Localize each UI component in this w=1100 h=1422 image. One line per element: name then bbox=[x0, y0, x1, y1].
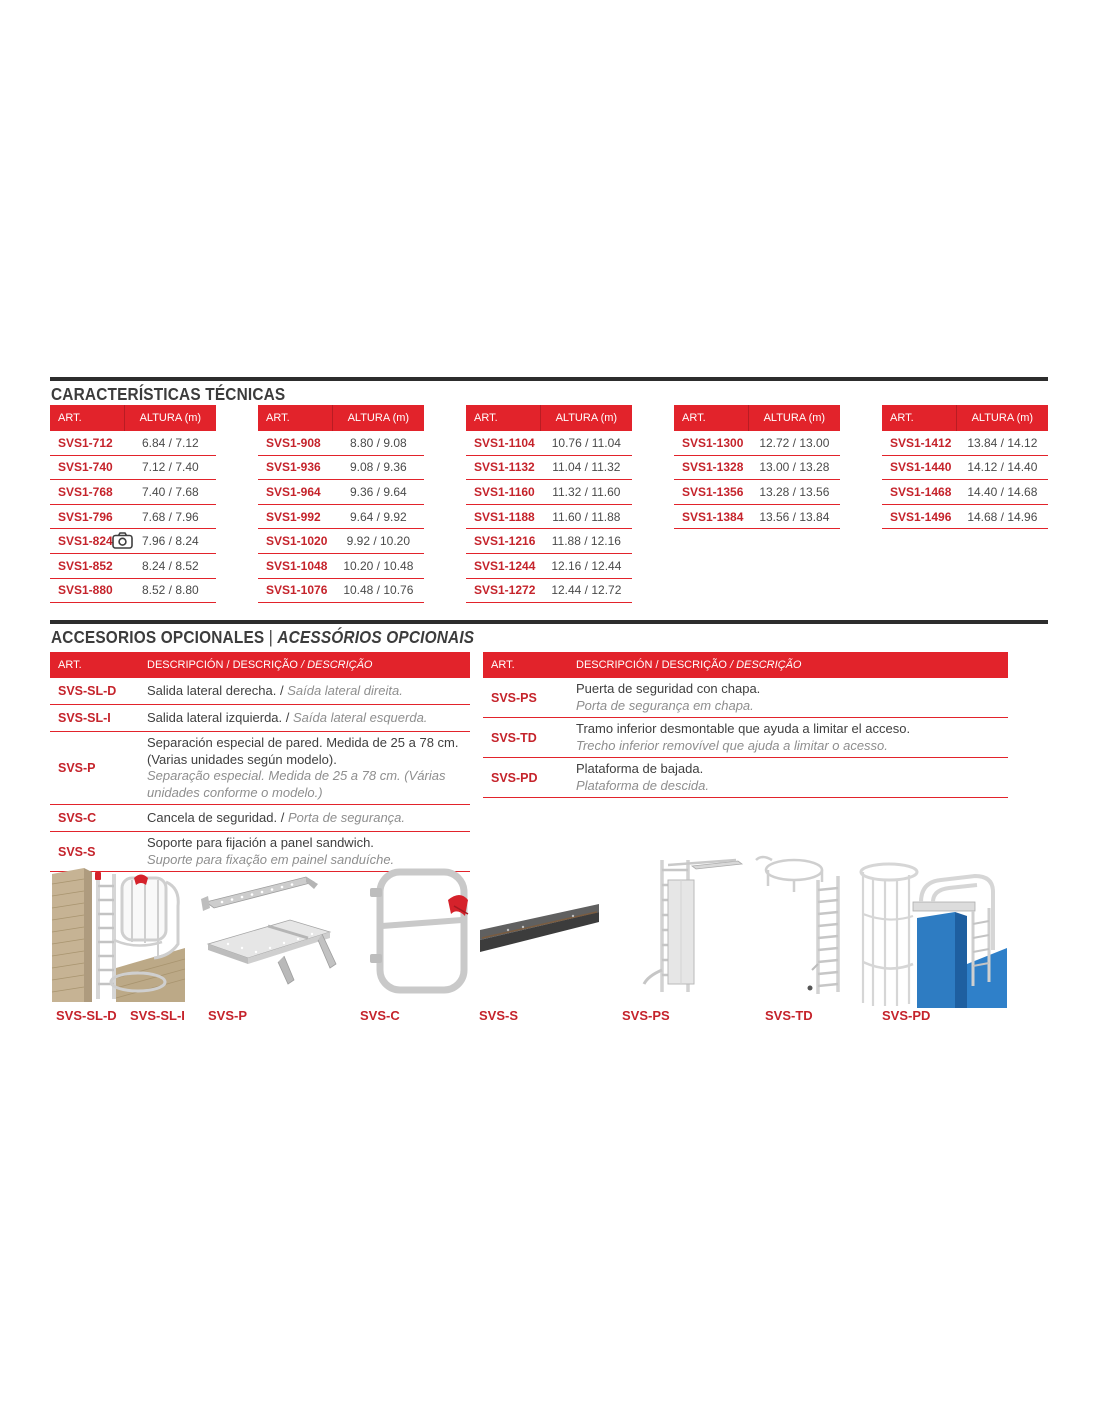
accessory-row bbox=[50, 805, 470, 832]
table-rows bbox=[466, 431, 632, 603]
article-number: SVS1-992 bbox=[266, 509, 321, 524]
column-header-description bbox=[147, 659, 470, 671]
product-image-security-door-plate bbox=[632, 852, 747, 1003]
column-header-description-text: DESCRIPCIÓN / DESCRIÇÃO bbox=[147, 659, 298, 671]
accessory-description bbox=[576, 758, 1008, 797]
table-header bbox=[882, 405, 1048, 431]
accessories-title-separator: | bbox=[268, 627, 273, 647]
product-image-safety-gate bbox=[366, 866, 476, 1007]
section-divider bbox=[50, 377, 1048, 381]
table-row bbox=[466, 431, 632, 456]
table-rows bbox=[50, 431, 216, 603]
accessory-row bbox=[483, 718, 1008, 758]
tech-table-4 bbox=[674, 405, 840, 603]
height-value: 10.76 / 11.04 bbox=[551, 435, 621, 450]
article-number: SVS1-1244 bbox=[474, 558, 536, 573]
article-number: SVS1-936 bbox=[266, 460, 321, 475]
article-number: SVS1-740 bbox=[58, 460, 113, 475]
accessory-description bbox=[147, 707, 470, 730]
article-number: SVS-TD bbox=[491, 730, 537, 745]
article-number: SVS1-880 bbox=[58, 583, 113, 598]
description-es: Plataforma de bajada. bbox=[576, 761, 704, 776]
description-es: Salida lateral derecha. / bbox=[147, 682, 288, 698]
product-image-descent-platform bbox=[855, 858, 1010, 1013]
description-pt: Suporte para fixação em painel sanduíche. bbox=[147, 851, 395, 867]
accessories-title-es: ACCESORIOS OPCIONALES bbox=[51, 627, 265, 647]
height-value: 13.56 / 13.84 bbox=[759, 509, 830, 524]
article-number: SVS1-1356 bbox=[682, 484, 744, 499]
accessory-description bbox=[147, 680, 470, 703]
camera-icon bbox=[112, 532, 133, 549]
product-image-side-exit-cage bbox=[50, 866, 185, 1007]
article-number: SVS1-712 bbox=[58, 435, 113, 450]
table-header bbox=[50, 405, 216, 431]
table-header bbox=[50, 652, 470, 678]
height-value: 12.44 / 12.72 bbox=[551, 583, 622, 598]
height-value: 10.48 / 10.76 bbox=[343, 583, 414, 598]
table-row bbox=[466, 505, 632, 530]
column-header-description-italic: / DESCRIÇÃO bbox=[300, 659, 373, 671]
table-row bbox=[258, 431, 424, 456]
article-number: SVS-PS bbox=[491, 690, 537, 705]
accessory-description bbox=[147, 807, 470, 830]
product-image-panel-bracket bbox=[478, 898, 603, 965]
article-number: SVS1-1496 bbox=[890, 509, 952, 524]
description-es: Tramo inferior desmontable que ayuda a limitar el acceso. bbox=[576, 721, 911, 736]
height-value: 7.96 / 8.24 bbox=[141, 534, 199, 549]
table-row bbox=[674, 456, 840, 481]
table-rows bbox=[258, 431, 424, 603]
accessories-title-pt: ACESSÓRIOS OPCIONAIS bbox=[277, 627, 475, 647]
article-number: SVS1-1076 bbox=[266, 583, 328, 598]
article-number: SVS-PD bbox=[491, 770, 538, 785]
article-number: SVS1-1048 bbox=[266, 558, 328, 573]
article-number: SVS1-1104 bbox=[474, 435, 535, 450]
height-value: 13.28 / 13.56 bbox=[759, 484, 830, 499]
product-label: SVS-C bbox=[360, 1008, 400, 1023]
article-number: SVS1-964 bbox=[266, 484, 321, 499]
column-header-altura: ALTURA (m) bbox=[555, 412, 618, 424]
product-label: SVS-PS bbox=[622, 1008, 670, 1023]
tech-table-5 bbox=[882, 405, 1048, 603]
height-value: 14.12 / 14.40 bbox=[967, 460, 1038, 475]
article-number: SVS-SL-D bbox=[58, 684, 117, 698]
height-value: 11.88 / 12.16 bbox=[551, 534, 621, 549]
accessory-row bbox=[483, 678, 1008, 718]
accessory-description bbox=[147, 732, 470, 804]
height-value: 11.04 / 11.32 bbox=[552, 460, 621, 475]
height-value: 8.24 / 8.52 bbox=[141, 558, 199, 573]
article-number: SVS-S bbox=[58, 844, 96, 859]
column-header-art: ART. bbox=[466, 405, 541, 431]
height-value: 8.52 / 8.80 bbox=[141, 583, 199, 598]
description-pt: Saída lateral esquerda. bbox=[292, 709, 428, 725]
table-rows bbox=[483, 678, 1008, 798]
table-header bbox=[483, 652, 1008, 678]
table-rows bbox=[882, 431, 1048, 529]
table-header bbox=[674, 405, 840, 431]
description-pt: Separação especial. Medida de 25 a 78 cm. (Várias unidades conforme o modelo.) bbox=[147, 768, 446, 800]
table-row bbox=[50, 431, 216, 456]
height-value: 13.84 / 14.12 bbox=[967, 435, 1038, 450]
article-number: SVS1-824 bbox=[58, 534, 113, 549]
accessories-section-title bbox=[51, 627, 474, 648]
column-header-description-text: DESCRIPCIÓN / DESCRIÇÃO bbox=[576, 659, 727, 671]
table-row bbox=[882, 505, 1048, 530]
height-value: 13.00 / 13.28 bbox=[759, 460, 830, 475]
article-number: SVS1-1384 bbox=[682, 509, 744, 524]
table-row bbox=[674, 505, 840, 530]
table-row bbox=[466, 554, 632, 579]
article-number: SVS-SL-I bbox=[58, 711, 111, 725]
product-label: SVS-PD bbox=[882, 1008, 931, 1023]
height-value: 7.12 / 7.40 bbox=[141, 460, 199, 475]
accessory-description bbox=[576, 718, 1008, 757]
description-es: Puerta de seguridad con chapa. bbox=[576, 681, 761, 696]
table-row bbox=[882, 480, 1048, 505]
height-value: 11.60 / 11.88 bbox=[552, 509, 621, 524]
table-row bbox=[258, 579, 424, 604]
product-label: SVS-S bbox=[479, 1008, 519, 1023]
table-rows bbox=[674, 431, 840, 529]
article-number: SVS1-1412 bbox=[890, 435, 952, 450]
article-number: SVS-C bbox=[58, 811, 97, 825]
product-label: SVS-P bbox=[208, 1008, 248, 1023]
table-row bbox=[674, 480, 840, 505]
product-label: SVS-TD bbox=[765, 1008, 813, 1023]
column-header-altura: ALTURA (m) bbox=[139, 412, 202, 424]
table-row bbox=[466, 529, 632, 554]
article-number: SVS1-908 bbox=[266, 435, 321, 450]
accessory-row bbox=[483, 758, 1008, 798]
table-row bbox=[882, 431, 1048, 456]
description-pt: Plataforma de descida. bbox=[576, 777, 709, 793]
column-header-altura: ALTURA (m) bbox=[347, 412, 410, 424]
article-number: SVS1-1272 bbox=[474, 583, 536, 598]
height-value: 9.92 / 10.20 bbox=[346, 534, 411, 549]
height-value: 14.68 / 14.96 bbox=[967, 509, 1038, 524]
accessory-row bbox=[50, 705, 470, 732]
table-row bbox=[50, 480, 216, 505]
description-pt: Porta de segurança. bbox=[287, 809, 406, 825]
column-header-description-italic: / DESCRIÇÃO bbox=[729, 659, 802, 671]
article-number: SVS1-1440 bbox=[890, 460, 952, 475]
article-number: SVS1-1020 bbox=[266, 534, 328, 549]
description-pt: Saída lateral direita. bbox=[287, 682, 403, 698]
article-number: SVS1-796 bbox=[58, 509, 113, 524]
column-header-art: ART. bbox=[674, 405, 749, 431]
description-pt: Porta de segurança em chapa. bbox=[576, 697, 754, 713]
article-number: SVS1-852 bbox=[58, 558, 113, 573]
article-number: SVS1-1188 bbox=[474, 509, 535, 524]
product-image-detachable-lower-section bbox=[752, 852, 852, 1003]
height-value: 9.36 / 9.64 bbox=[349, 484, 407, 499]
column-header-art: ART. bbox=[491, 659, 515, 671]
article-number: SVS1-1300 bbox=[682, 435, 744, 450]
section-divider bbox=[50, 620, 1048, 624]
description-es: Cancela de seguridad. / bbox=[147, 809, 288, 825]
table-row bbox=[674, 431, 840, 456]
product-image-wall-separator bbox=[198, 872, 348, 995]
accessory-row bbox=[50, 732, 470, 805]
column-header-art: ART. bbox=[258, 405, 333, 431]
tech-section-title: CARACTERÍSTICAS TÉCNICAS bbox=[51, 384, 286, 404]
height-value: 9.08 / 9.36 bbox=[349, 460, 407, 475]
accessory-description bbox=[576, 678, 1008, 717]
accessory-row bbox=[50, 678, 470, 705]
column-header-art: ART. bbox=[50, 405, 125, 431]
table-row bbox=[466, 456, 632, 481]
table-row bbox=[50, 579, 216, 604]
description-es: Separación especial de pared. Medida de 25 a 78 cm. (Varias unidades según modelo). bbox=[147, 735, 459, 767]
column-header-altura: ALTURA (m) bbox=[763, 412, 826, 424]
tech-table-2 bbox=[258, 405, 424, 603]
article-number: SVS1-1132 bbox=[474, 460, 535, 475]
height-value: 12.16 / 12.44 bbox=[551, 558, 622, 573]
accessories-table-left bbox=[50, 652, 470, 872]
table-row bbox=[466, 480, 632, 505]
height-value: 11.32 / 11.60 bbox=[552, 484, 621, 499]
table-rows bbox=[50, 678, 470, 872]
column-header-art: ART. bbox=[882, 405, 957, 431]
description-es: Soporte para fijación a panel sandwich. bbox=[147, 835, 374, 850]
article-number: SVS1-1328 bbox=[682, 460, 744, 475]
article-number: SVS1-1160 bbox=[474, 484, 535, 499]
product-label: SVS-SL-D bbox=[56, 1008, 117, 1023]
height-value: 14.40 / 14.68 bbox=[967, 484, 1038, 499]
article-number: SVS-P bbox=[58, 761, 96, 775]
table-header bbox=[466, 405, 632, 431]
table-row bbox=[258, 505, 424, 530]
column-header-altura: ALTURA (m) bbox=[971, 412, 1034, 424]
product-label: SVS-SL-I bbox=[130, 1008, 185, 1023]
height-value: 9.64 / 9.92 bbox=[349, 509, 407, 524]
table-header bbox=[258, 405, 424, 431]
table-row bbox=[50, 505, 216, 530]
height-value: 6.84 / 7.12 bbox=[141, 435, 199, 450]
tech-tables bbox=[50, 405, 1048, 603]
article-number: SVS1-768 bbox=[58, 484, 113, 499]
table-row bbox=[882, 456, 1048, 481]
table-row bbox=[466, 579, 632, 604]
article-number: SVS1-1468 bbox=[890, 484, 952, 499]
height-value: 10.20 / 10.48 bbox=[343, 558, 414, 573]
column-header-description bbox=[576, 659, 1008, 671]
height-value: 7.40 / 7.68 bbox=[141, 484, 199, 499]
description-pt: Trecho inferior removível que ajuda a limitar o acesso. bbox=[576, 737, 888, 753]
tech-table-3 bbox=[466, 405, 632, 603]
table-row bbox=[258, 554, 424, 579]
description-es: Salida lateral izquierda. / bbox=[147, 709, 293, 725]
accessories-table-right bbox=[483, 652, 1008, 798]
height-value: 12.72 / 13.00 bbox=[759, 435, 830, 450]
table-row bbox=[50, 456, 216, 481]
table-row bbox=[258, 529, 424, 554]
table-row bbox=[50, 554, 216, 579]
height-value: 8.80 / 9.08 bbox=[349, 435, 407, 450]
column-header-art: ART. bbox=[58, 659, 82, 671]
article-number: SVS1-1216 bbox=[474, 534, 536, 549]
height-value: 7.68 / 7.96 bbox=[141, 509, 199, 524]
table-row bbox=[258, 456, 424, 481]
table-row bbox=[258, 480, 424, 505]
tech-table-1 bbox=[50, 405, 216, 603]
table-row bbox=[50, 529, 216, 554]
